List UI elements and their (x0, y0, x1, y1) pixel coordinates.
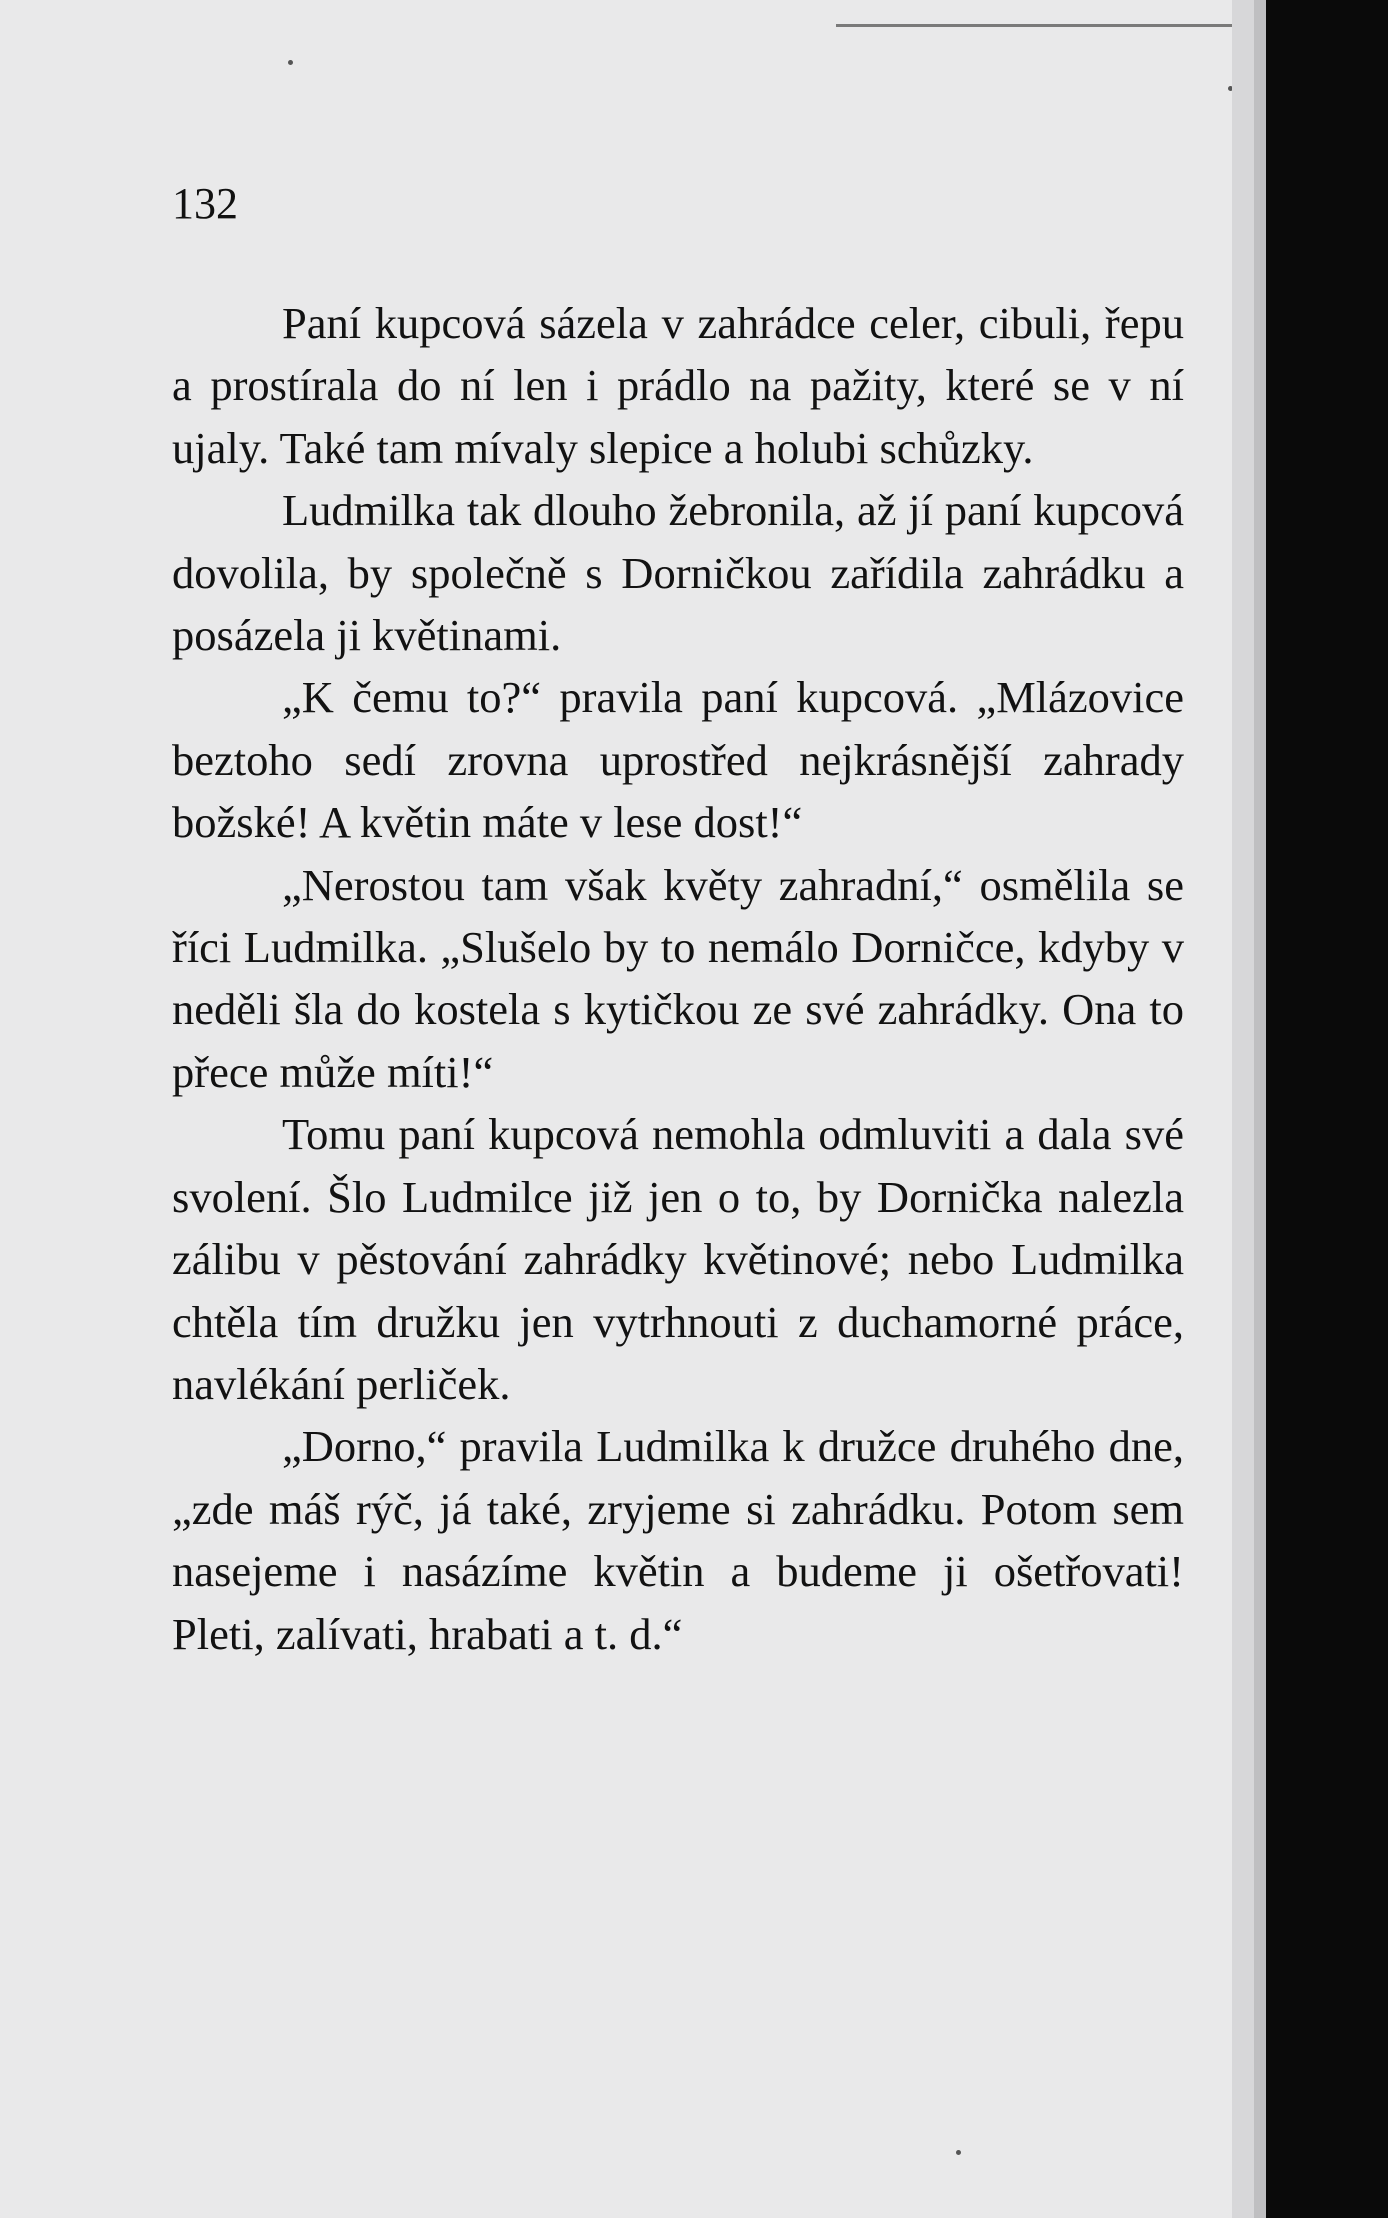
paragraph: „Dorno,“ pravila Ludmilka k družce druhého dne, „zde máš rýč, já také, zryjeme si zahrádku. Potom sem nasejeme i nasázíme květin a budeme ji ošetřovati! Pleti, zalívati, hrabati a t. d.“ (172, 1421, 1184, 1659)
body-text (172, 292, 1184, 1665)
scan-speck (288, 60, 293, 65)
paragraph: Tomu paní kupcová nemohla odmluviti a dala své svolení. Šlo Ludmilce již jen o to, by Dornička nalezla zálibu v pěstování zahrádky květinové; nebo Ludmilka chtěla tím družku jen vytrhnouti z duchamorné práce, navlékání perliček. (172, 1109, 1184, 1409)
page-right-margin (1232, 0, 1254, 2218)
paragraph: Ludmilka tak dlouho žebronila, až jí paní kupcová dovolila, by společně s Dorničkou zařídila zahrádku a posázela ji květinami. (172, 485, 1184, 661)
page-number: 132 (172, 179, 238, 228)
paragraph: Paní kupcová sázela v zahrádce celer, cibuli, řepu a prostírala do ní len i prádlo na pažity, které se v ní ujaly. Také tam mívaly slepice a holubi schůzky. (172, 298, 1184, 473)
page-binding-shadow (1254, 0, 1266, 2218)
paragraph: „Nerostou tam však květy zahradní,“ osmělila se říci Ludmilka. „Slušelo by to nemálo Dorničce, kdyby v neděli šla do kostela s kytičkou ze své zahrádky. Ona to přece může míti!“ (172, 859, 1184, 1097)
scan-background (1266, 0, 1388, 2218)
scan-edge-artifact (836, 24, 1232, 27)
paragraph: „K čemu to?“ pravila paní kupcová. „Mlázovice beztoho sedí zrovna uprostřed nejkrásnější zahrady božské! A květin máte v lese dost!“ (172, 672, 1184, 848)
scan-speck (956, 2150, 961, 2155)
